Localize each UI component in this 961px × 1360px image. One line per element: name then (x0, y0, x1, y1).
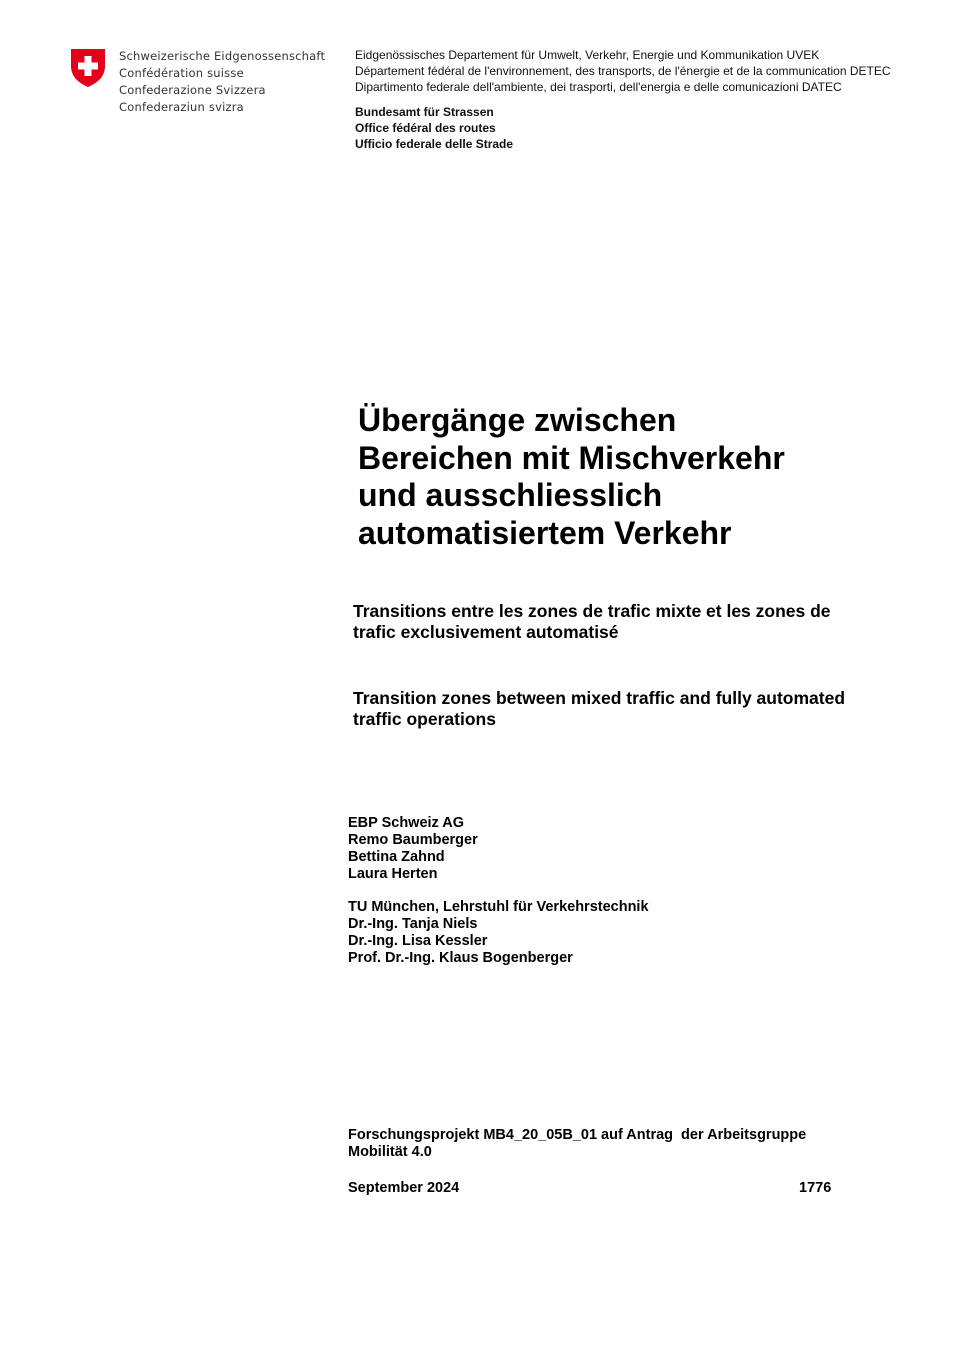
project-line: Mobilität 4.0 (348, 1144, 432, 1160)
author-name: Remo Baumberger (348, 832, 478, 848)
subtitle-en-line: Transition zones between mixed traffic and fully automated (353, 688, 846, 708)
subtitle-english (353, 688, 873, 729)
author-group-tum (348, 899, 649, 967)
department-names (355, 47, 891, 95)
title-line: Bereichen mit Mischverkehr (358, 439, 785, 476)
author-name: Dr.-Ing. Tanja Niels (348, 916, 478, 932)
department-de: Eidgenössisches Departement für Umwelt, Verkehr, Energie und Kommunikation UVEK (355, 48, 820, 62)
subtitle-french (353, 601, 873, 642)
department-it: Dipartimento federale dell'ambiente, dei trasporti, dell'energia e delle comunicazioni DATEC (355, 80, 842, 94)
confederation-fr: Confédération suisse (119, 66, 244, 80)
report-number: 1776 (799, 1180, 832, 1196)
author-name: Bettina Zahnd (348, 849, 445, 865)
swiss-cross-shield-icon (70, 48, 106, 88)
confederation-names (119, 48, 325, 116)
research-project (348, 1127, 828, 1161)
office-it: Ufficio federale delle Strade (355, 137, 514, 151)
subtitle-fr-line: Transitions entre les zones de trafic mixte et les zones de (353, 601, 831, 621)
title-line: und ausschliesslich (358, 477, 663, 513)
author-name: Prof. Dr.-Ing. Klaus Bogenberger (348, 950, 573, 966)
author-organization: TU München, Lehrstuhl für Verkehrstechnik (348, 899, 649, 915)
subtitle-en-line: traffic operations (353, 708, 496, 729)
office-de: Bundesamt für Strassen (355, 105, 494, 119)
author-name: Laura Herten (348, 866, 438, 882)
author-group-ebp (348, 815, 478, 883)
publication-date: September 2024 (348, 1180, 460, 1196)
office-fr: Office fédéral des routes (355, 121, 496, 135)
office-names (355, 104, 513, 152)
title-line: Übergänge zwischen (358, 402, 677, 438)
author-organization: EBP Schweiz AG (348, 815, 465, 831)
project-line: Forschungsprojekt MB4_20_05B_01 auf Antrag der Arbeitsgruppe (348, 1127, 807, 1143)
report-title (358, 402, 878, 552)
title-line: automatisiertem Verkehr (358, 514, 732, 551)
confederation-rm: Confederaziun svizra (119, 100, 244, 114)
department-fr: Département fédéral de l'environnement, des transports, de l'énergie et de la communication DETEC (355, 64, 891, 78)
author-name: Dr.-Ing. Lisa Kessler (348, 933, 488, 949)
confederation-de: Schweizerische Eidgenossenschaft (119, 49, 326, 63)
confederation-it: Confederazione Svizzera (119, 83, 266, 97)
subtitle-fr-line: trafic exclusivement automatisé (353, 621, 619, 642)
